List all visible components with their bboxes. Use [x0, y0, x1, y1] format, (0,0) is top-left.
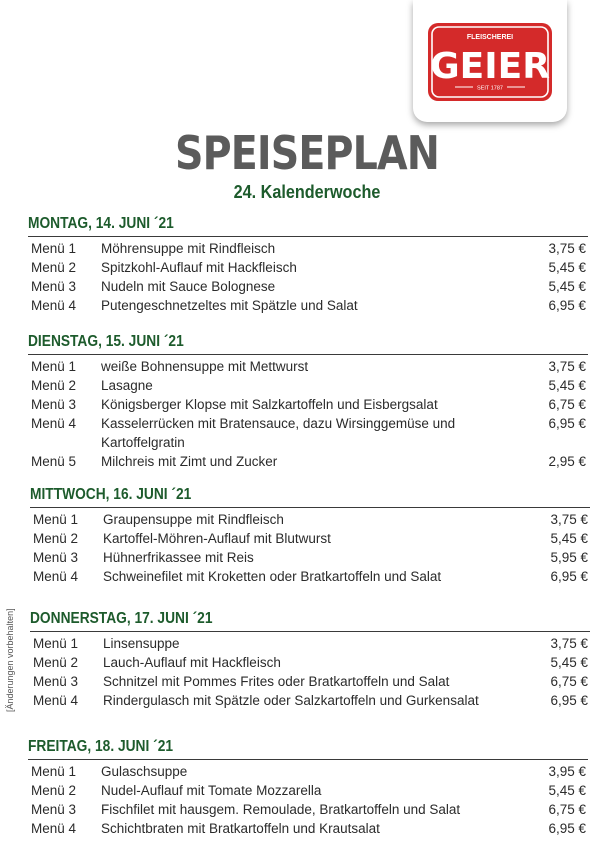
dish-price: 3,75 €	[548, 359, 586, 374]
dish-description: Nudeln mit Sauce Bolognese	[101, 279, 276, 294]
menu-number: Menü 4	[33, 569, 79, 584]
day-divider	[28, 354, 588, 355]
menu-number: Menü 4	[33, 693, 79, 708]
menu-row	[30, 529, 590, 548]
menu-row	[30, 567, 590, 586]
menu-number: Menü 1	[31, 764, 77, 779]
menu-number: Menü 3	[31, 279, 77, 294]
dish-description: Linsensuppe	[103, 636, 180, 651]
dish-price: 3,75 €	[550, 636, 588, 651]
day-divider	[30, 631, 590, 632]
logo-top-text: FLEISCHEREI	[466, 34, 514, 41]
page-title: SPEISEPLAN	[174, 126, 440, 180]
menu-number: Menü 2	[33, 655, 79, 670]
day-heading: DIENSTAG, 15. JUNI ´21	[28, 333, 184, 350]
dish-price: 5,45 €	[548, 378, 586, 393]
disclaimer-note: [Änderungen vorbehalten]	[5, 608, 15, 712]
day-heading: FREITAG, 18. JUNI ´21	[28, 738, 174, 755]
dish-description: Kartoffel-Möhren-Auflauf mit Blutwurst	[103, 531, 331, 546]
menu-number: Menü 1	[33, 512, 79, 527]
menu-number: Menü 4	[31, 298, 77, 313]
menu-row	[30, 510, 590, 529]
menu-row	[28, 258, 588, 277]
menu-number: Menü 2	[31, 260, 77, 275]
day-heading: DONNERSTAG, 17. JUNI ´21	[30, 610, 213, 627]
menu-row	[28, 296, 588, 315]
menu-row	[28, 819, 588, 838]
dish-description: Nudel-Auflauf mit Tomate Mozzarella	[101, 783, 322, 798]
dish-price: 2,95 €	[548, 454, 586, 469]
dish-description: Graupensuppe mit Rindfleisch	[103, 512, 284, 527]
menu-number: Menü 2	[33, 531, 79, 546]
dish-description: weiße Bohnensuppe mit Mettwurst	[101, 359, 309, 374]
dish-price: 3,75 €	[550, 512, 588, 527]
menu-row	[28, 414, 588, 452]
menu-row	[30, 691, 590, 710]
menu-number: Menü 5	[31, 454, 77, 469]
dish-description: Spitzkohl-Auflauf mit Hackfleisch	[101, 260, 297, 275]
menu-list	[28, 239, 588, 315]
dish-description: Milchreis mit Zimt und Zucker	[101, 454, 278, 469]
menu-row	[30, 653, 590, 672]
dish-description: Putengeschnetzeltes mit Spätzle und Salat	[101, 298, 358, 313]
logo-since: SEIT 1787	[477, 85, 503, 92]
dish-price: 6,95 €	[548, 416, 586, 431]
day-divider	[28, 236, 588, 237]
dish-price: 6,95 €	[550, 569, 588, 584]
dish-description: Lasagne	[101, 378, 153, 393]
page-subtitle: 24. Kalenderwoche	[233, 182, 381, 202]
dish-price: 6,95 €	[548, 298, 586, 313]
day-heading: MITTWOCH, 16. JUNI ´21	[30, 486, 192, 503]
dish-price: 5,45 €	[548, 260, 586, 275]
menu-number: Menü 2	[31, 783, 77, 798]
menu-row	[28, 239, 588, 258]
dish-price: 5,45 €	[548, 783, 586, 798]
menu-list	[30, 634, 590, 710]
logo-name: GEIER	[430, 46, 550, 87]
menu-number: Menü 3	[31, 397, 77, 412]
menu-row	[28, 452, 588, 471]
menu-row	[28, 376, 588, 395]
dish-price: 6,95 €	[550, 693, 588, 708]
dish-price: 3,95 €	[548, 764, 586, 779]
menu-list	[28, 762, 588, 838]
menu-row	[28, 781, 588, 800]
menu-number: Menü 2	[31, 378, 77, 393]
menu-row	[30, 672, 590, 691]
menu-number: Menü 4	[31, 821, 77, 836]
dish-price: 6,75 €	[550, 674, 588, 689]
menu-row	[28, 277, 588, 296]
day-divider	[28, 759, 588, 760]
menu-number: Menü 3	[31, 802, 77, 817]
day-divider	[30, 507, 590, 508]
dish-description: Königsberger Klopse mit Salzkartoffeln und Eisbergsalat	[101, 397, 438, 412]
dish-description: Gulaschsuppe	[101, 764, 188, 779]
geier-logo	[427, 22, 553, 102]
menu-row	[30, 548, 590, 567]
dish-price: 3,75 €	[548, 241, 586, 256]
dish-price: 5,45 €	[550, 531, 588, 546]
dish-description: Fischfilet mit hausgem. Remoulade, Bratkartoffeln und Salat	[101, 802, 461, 817]
dish-price: 5,95 €	[550, 550, 588, 565]
dish-price: 6,95 €	[548, 821, 586, 836]
dish-description: Lauch-Auflauf mit Hackfleisch	[103, 655, 281, 670]
dish-description: Schichtbraten mit Bratkartoffeln und Krautsalat	[101, 821, 380, 836]
logo-tab	[413, 0, 567, 122]
menu-number: Menü 4	[31, 416, 77, 431]
dish-description: Möhrensuppe mit Rindfleisch	[101, 241, 276, 256]
menu-list	[28, 357, 588, 471]
dish-description: Hühnerfrikassee mit Reis	[103, 550, 254, 565]
dish-description: Kasselerrücken mit Bratensauce, dazu Wirsinggemüse und Kartoffelgratin	[101, 416, 456, 450]
menu-number: Menü 3	[33, 674, 79, 689]
menu-row	[30, 634, 590, 653]
dish-price: 5,45 €	[550, 655, 588, 670]
menu-number: Menü 1	[31, 359, 77, 374]
menu-row	[28, 762, 588, 781]
menu-number: Menü 1	[33, 636, 79, 651]
dish-description: Rindergulasch mit Spätzle oder Salzkartoffeln und Gurkensalat	[103, 693, 479, 708]
menu-number: Menü 1	[31, 241, 77, 256]
menu-number: Menü 3	[33, 550, 79, 565]
dish-price: 6,75 €	[548, 397, 586, 412]
day-heading: MONTAG, 14. JUNI ´21	[28, 215, 174, 232]
dish-description: Schnitzel mit Pommes Frites oder Bratkartoffeln und Salat	[103, 674, 450, 689]
dish-price: 6,75 €	[548, 802, 586, 817]
menu-list	[30, 510, 590, 586]
dish-description: Schweinefilet mit Kroketten oder Bratkartoffeln und Salat	[103, 569, 442, 584]
menu-row	[28, 357, 588, 376]
menu-row	[28, 800, 588, 819]
dish-price: 5,45 €	[548, 279, 586, 294]
menu-row	[28, 395, 588, 414]
